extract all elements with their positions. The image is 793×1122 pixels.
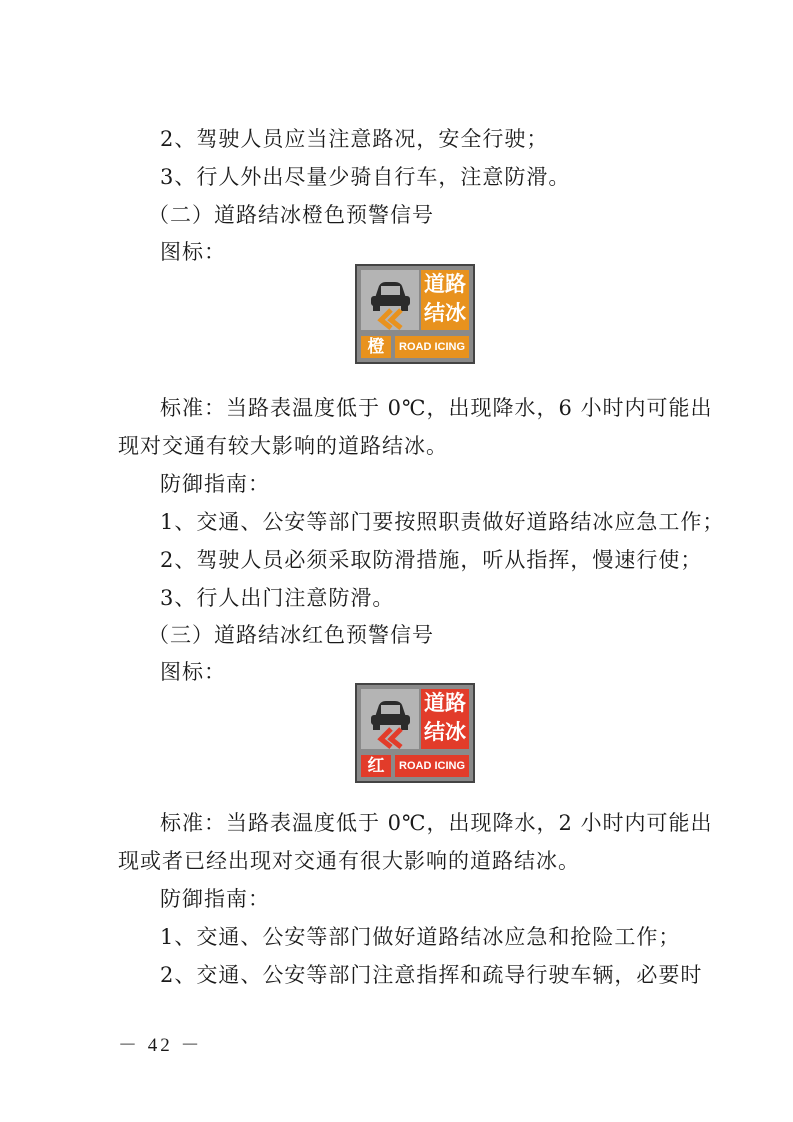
road-icing-orange-icon <box>355 264 475 364</box>
text-line-6: 现对交通有较大影响的道路结冰。 <box>118 434 448 458</box>
icon-caption-bar <box>361 336 469 358</box>
icon-color-char: 橙 <box>361 336 391 358</box>
road-icing-red-icon <box>355 683 475 783</box>
text-line-5: 标准：当路表温度低于 0℃，出现降水，6 小时内可能出 <box>160 396 713 420</box>
icon-title-line1: 道路 <box>424 691 466 715</box>
icon-label-red: 图标： <box>160 660 226 684</box>
car-skid-graphic <box>361 689 419 749</box>
text-line-13: 标准：当路表温度低于 0℃，出现降水，2 小时内可能出 <box>160 811 713 835</box>
icon-title <box>421 689 469 749</box>
icon-title <box>421 270 469 330</box>
text-line-14: 现或者已经出现对交通有很大影响的道路结冰。 <box>118 849 580 873</box>
text-line-2: 3、行人外出尽量少骑自行车，注意防滑。 <box>160 165 571 189</box>
guide-heading-1: 防御指南： <box>160 472 270 496</box>
text-line-8: 1、交通、公安等部门要按照职责做好道路结冰应急工作； <box>160 510 725 534</box>
guide-heading-2: 防御指南： <box>160 887 270 911</box>
icon-title-line2: 结冰 <box>424 301 466 325</box>
icon-title-line1: 道路 <box>424 272 466 296</box>
icon-label-orange: 图标： <box>160 240 226 264</box>
text-line-17: 2、交通、公安等部门注意指挥和疏导行驶车辆，必要时 <box>160 963 703 987</box>
text-line-16: 1、交通、公安等部门做好道路结冰应急和抢险工作； <box>160 925 681 949</box>
car-skid-graphic <box>361 270 419 330</box>
text-line-10: 3、行人出门注意防滑。 <box>160 586 395 610</box>
text-line-9: 2、驾驶人员必须采取防滑措施，听从指挥，慢速行使； <box>160 548 703 572</box>
icon-color-char: 红 <box>361 755 391 777</box>
page-number: － 42 － <box>118 1035 203 1056</box>
icon-caption: ROAD ICING <box>395 336 469 358</box>
text-line-1: 2、驾驶人员应当注意路况，安全行驶； <box>160 127 549 151</box>
section-heading-red: （三）道路结冰红色预警信号 <box>148 623 434 647</box>
icon-title-line2: 结冰 <box>424 720 466 744</box>
icon-caption: ROAD ICING <box>395 755 469 777</box>
icon-caption-bar <box>361 755 469 777</box>
section-heading-orange: （二）道路结冰橙色预警信号 <box>148 203 434 227</box>
